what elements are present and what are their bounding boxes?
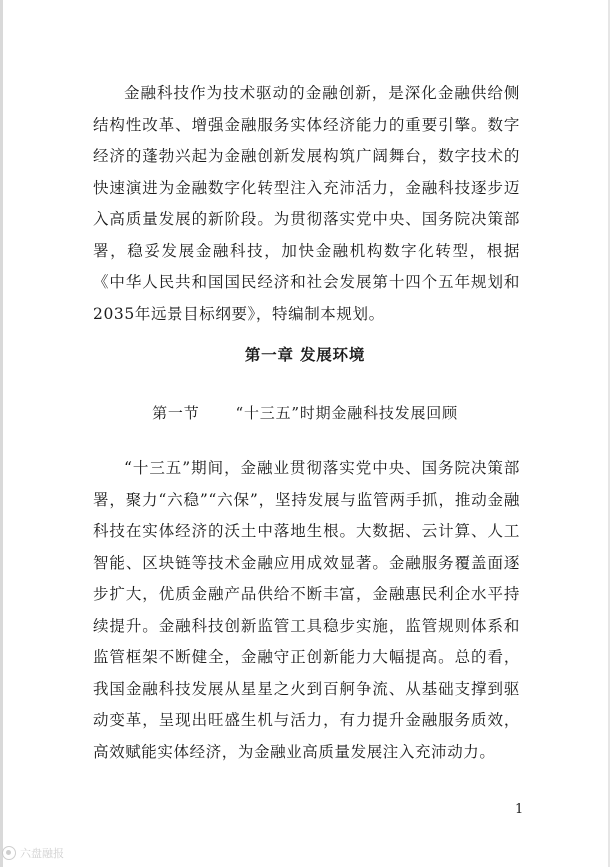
page-number: 1 [515, 802, 524, 817]
section-title: “十三五”时期金融科技发展回顾 [235, 404, 458, 422]
chapter-title: 第一章 发展环境 [244, 346, 366, 364]
section-heading [0, 402, 610, 423]
section-number: 第一节 [152, 404, 200, 422]
intro-paragraph-block [93, 78, 520, 330]
watermark [2, 845, 64, 861]
intro-paragraph: 金融科技作为技术驱动的金融创新，是深化金融供给侧结构性改革、增强金融服务实体经济能力的重要引擎。数字经济的蓬勃兴起为金融创新发展构筑广阔舞台，数字技术的快速演进为金融数字化转型注入充沛活力，金融科技逐步迈入高质量发展的新阶段。为贯彻落实党中央、国务院决策部署，稳妥发展金融科技，加快金融机构数字化转型，根据《中华人民共和国国民经济和社会发展第十四个五年规划和2035年远景目标纲要》，特编制本规划。 [93, 84, 520, 323]
watermark-text: 六盘融报 [20, 847, 64, 860]
watermark-logo-icon [2, 846, 16, 860]
section-paragraph-block [93, 453, 520, 768]
page-edge-left [0, 0, 3, 867]
section-paragraph: “十三五”期间，金融业贯彻落实党中央、国务院决策部署，聚力“六稳”“六保”，坚持发展与监管两手抓，推动金融科技在实体经济的沃土中落地生根。大数据、云计算、人工智能、区块链等技术金融应用成效显著。金融服务覆盖面逐步扩大，优质金融产品供给不断丰富，金融惠民利企水平持续提升。金融科技创新监管工具稳步实施，监管规则体系和监管框架不断健全，金融守正创新能力大幅提高。总的看，我国金融科技发展从星星之火到百舸争流、从基础支撑到驱动变革，呈现出旺盛生机与活力，有力提升金融服务质效，高效赋能实体经济，为金融业高质量发展注入充沛动力。 [93, 459, 520, 761]
